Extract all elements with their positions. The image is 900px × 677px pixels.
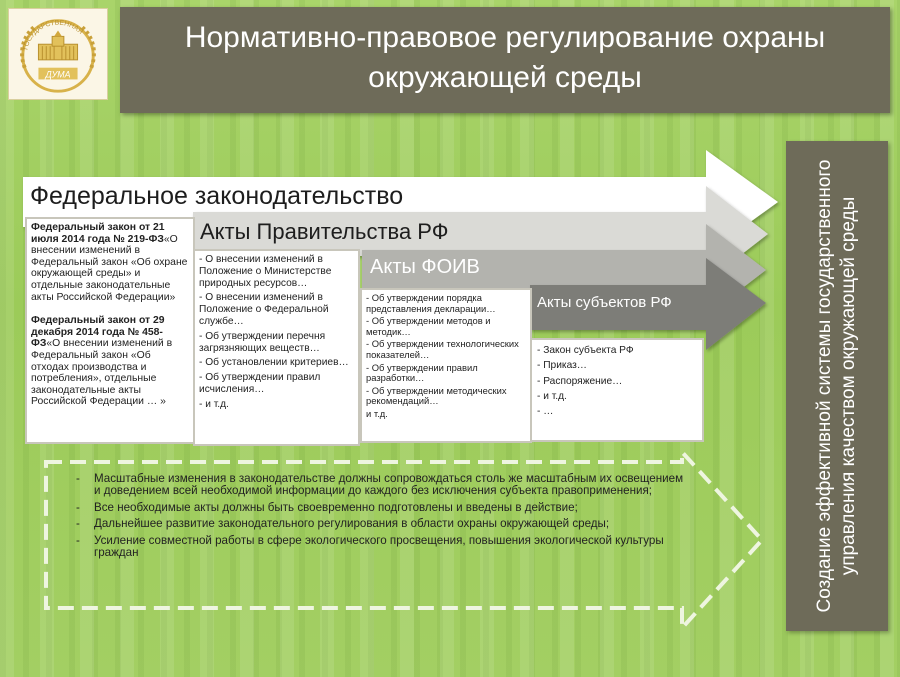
- list-item: - Об утверждении правил исчисления…: [199, 372, 321, 395]
- conclusion-text: Масштабные изменения в законодательстве должны сопровождаться столь же масштабным их освещением и доведением всей необходимой информации до каждого без исключения субъекта правоприменения;: [94, 472, 684, 498]
- list-item: - Об утверждении правил разработки…: [366, 361, 478, 384]
- federal-law-2: [31, 315, 189, 408]
- list-item: - Об утверждении методических рекомендаций…: [366, 384, 507, 407]
- page-title-line1: Нормативно-правовое регулирование охраны: [184, 21, 826, 54]
- goal-panel: [786, 141, 888, 631]
- list-item: - Об утверждении перечня загрязняющих веществ…: [199, 330, 326, 354]
- list-item: - Масштабные изменения в законодательстве должны сопровождаться столь же масштабным их освещением и доведением всей необходимой информации до каждого без исключения субъекта правоприменения;: [76, 472, 684, 498]
- list-item: - и т.д.: [199, 398, 229, 410]
- list-item: - Приказ…: [537, 360, 587, 372]
- federal-laws-box: [25, 217, 195, 444]
- list-item: - О внесении изменений в Положение о Федеральной службе…: [199, 292, 329, 327]
- list-item: - Об утверждении методов и методик…: [366, 315, 491, 337]
- list-item: - Об утверждении порядка представления декларации…: [366, 292, 496, 314]
- subjects-acts-box: [530, 338, 704, 442]
- logo-text-top: ГОСУДАРСТВЕННАЯ: [22, 19, 85, 51]
- list-item: - Все необходимые акты должны быть своевременно подготовлены и введены в действие;: [76, 500, 578, 514]
- conclusion-text: Дальнейшее развитие законодательного регулирования в области охраны окружающей среды;: [94, 517, 610, 531]
- conclusion-text: Все необходимые акты должны быть своевременно подготовлены и введены в действие;: [94, 500, 578, 514]
- conclusions-list: [70, 473, 690, 563]
- foiv-acts-box: [360, 288, 532, 443]
- subjects-acts-label: Акты субъектов РФ: [537, 294, 672, 311]
- list-item: - Об утверждении технологических показателей…: [366, 338, 519, 360]
- conclusion-text: Усиление совместной работы в сфере экологического просвещения, повышения экологической культуры граждан: [94, 533, 664, 560]
- federal-law-2-text: «О внесении изменений в Федеральный закон «Об отходах производства и потребления», отдельные законодательные акты Российской Федерации … »: [31, 338, 173, 408]
- list-item: - Усиление совместной работы в сфере экологического просвещения, повышения экологической культуры граждан: [76, 533, 664, 560]
- federal-law-1-title: Федеральный закон от 21 июля 2014 года № 219-ФЗ: [31, 222, 165, 245]
- logo-text-bottom: ДУМА: [45, 69, 71, 80]
- list-item: - Об установлении критериев…: [199, 357, 349, 369]
- page-title-line2: окружающей среды: [368, 61, 642, 94]
- government-acts-label: Акты Правительства РФ: [200, 219, 449, 244]
- list-item: и т.д.: [366, 407, 388, 419]
- list-item: - …: [537, 406, 554, 418]
- government-acts-box: [193, 249, 360, 446]
- federal-law-1: [31, 222, 189, 303]
- list-item: - Закон субъекта РФ: [537, 345, 634, 356]
- list-item: - и т.д.: [537, 390, 567, 402]
- goal-text: Создание эффективной системы государственного управления качеством окружающей среды: [814, 159, 859, 613]
- list-item: - О внесении изменений в Положение о Министерстве природных ресурсов…: [199, 254, 332, 289]
- foiv-acts-label: Акты ФОИВ: [370, 256, 480, 278]
- federal-law-1-text: «О внесении изменений в Федеральный закон «Об охране окружающей среды» и отдельные законодательные акты Российской Федерации»: [31, 233, 188, 303]
- list-item: - Распоряжение…: [537, 375, 623, 387]
- federal-law-2-title: Федеральный закон от 29 декабря 2014 года № 458-ФЗ: [31, 315, 165, 350]
- list-item: - Дальнейшее развитие законодательного регулирования в области охраны окружающей среды;: [76, 517, 610, 531]
- federal-legislation-label: Федеральное законодательство: [30, 182, 404, 210]
